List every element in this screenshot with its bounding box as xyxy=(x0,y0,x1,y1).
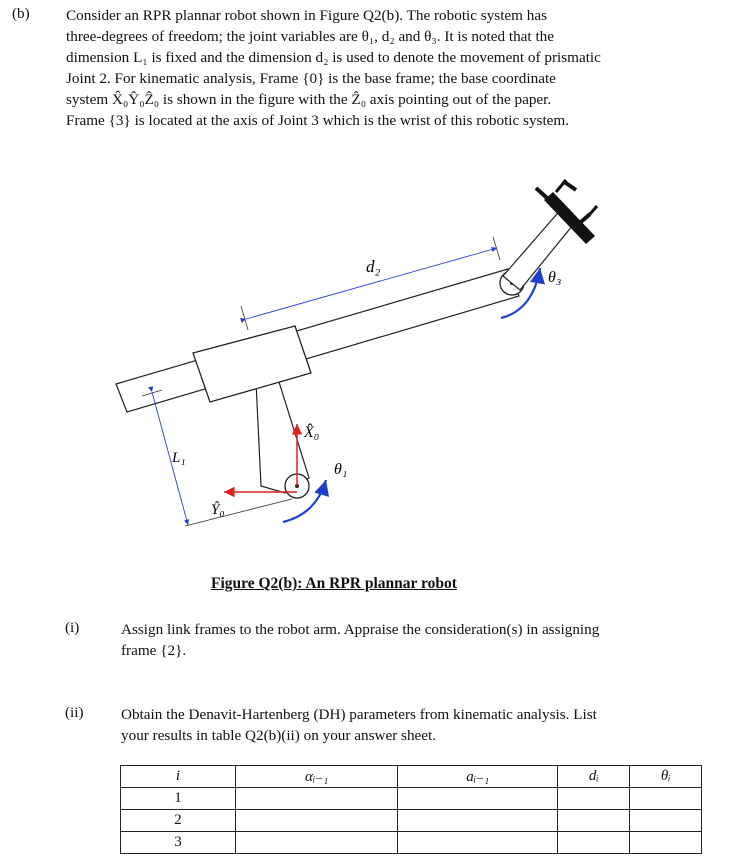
question-line: your results in table Q2(b)(ii) on your answer sheet. xyxy=(121,727,437,744)
table-cell[interactable] xyxy=(630,810,702,832)
header-theta: θᵢ xyxy=(630,766,702,788)
statement-line: three-degrees of freedom; the joint variables are θ₁, d₂ and θ₃. It is noted that the xyxy=(66,28,554,45)
statement-line: Joint 2. For kinematic analysis, Frame {0} is the base frame; the base coordinate xyxy=(66,70,556,87)
l1-label: L₁ xyxy=(172,450,186,466)
header-i: i xyxy=(121,766,236,788)
table-cell[interactable] xyxy=(398,810,558,832)
table-cell[interactable] xyxy=(558,788,630,810)
prismatic-link xyxy=(116,269,519,412)
table-header-row xyxy=(121,766,702,788)
theta3-label: θ₃ xyxy=(548,269,562,286)
table-row xyxy=(121,832,702,854)
table-cell: 3 xyxy=(121,832,236,854)
figure-caption: Figure Q2(b): An RPR plannar robot xyxy=(211,575,457,592)
table-cell[interactable] xyxy=(630,788,702,810)
question-label: (ii) xyxy=(65,704,84,721)
table-cell[interactable] xyxy=(398,832,558,854)
d2-label: d₂ xyxy=(366,257,381,276)
question-i-text xyxy=(121,619,711,661)
y0-label: Ŷ₀ xyxy=(211,502,225,518)
header-a: aᵢ₋₁ xyxy=(398,766,558,788)
header-alpha: αᵢ₋₁ xyxy=(236,766,398,788)
table-cell[interactable] xyxy=(398,788,558,810)
question-label: (i) xyxy=(65,619,80,636)
theta1-label: θ₁ xyxy=(334,461,348,478)
table-cell: 1 xyxy=(121,788,236,810)
question-line: Assign link frames to the robot arm. Appraise the consideration(s) in assigning xyxy=(121,621,600,638)
dh-parameter-table xyxy=(120,765,702,854)
table-cell[interactable] xyxy=(236,810,398,832)
table-row xyxy=(121,810,702,832)
statement-line: Frame {3} is located at the axis of Joint 3 which is the wrist of this robotic system. xyxy=(66,112,570,129)
rpr-robot-figure xyxy=(0,160,756,570)
x0-label: X̂₀ xyxy=(304,424,320,441)
question-ii-text xyxy=(121,704,711,746)
table-cell: 2 xyxy=(121,810,236,832)
problem-statement xyxy=(66,5,702,131)
question-line: Obtain the Denavit-Hartenberg (DH) parameters from kinematic analysis. List xyxy=(121,706,597,723)
table-cell[interactable] xyxy=(236,788,398,810)
table-cell[interactable] xyxy=(236,832,398,854)
statement-line: dimension L₁ is fixed and the dimension d₂ is used to denote the movement of prismatic xyxy=(66,49,601,66)
table-cell[interactable] xyxy=(558,832,630,854)
table-cell[interactable] xyxy=(558,810,630,832)
table-cell[interactable] xyxy=(630,832,702,854)
table-row xyxy=(121,788,702,810)
header-d: dᵢ xyxy=(558,766,630,788)
part-label: (b) xyxy=(12,5,30,22)
question-line: frame {2}. xyxy=(121,642,187,659)
prismatic-joint-block xyxy=(193,326,311,402)
statement-line: Consider an RPR plannar robot shown in Figure Q2(b). The robotic system has xyxy=(66,7,548,24)
statement-line: system X̂₀Ŷ₀Ẑ₀ is shown in the figure with the Ẑ₀ axis pointing out of the paper. xyxy=(66,91,552,108)
